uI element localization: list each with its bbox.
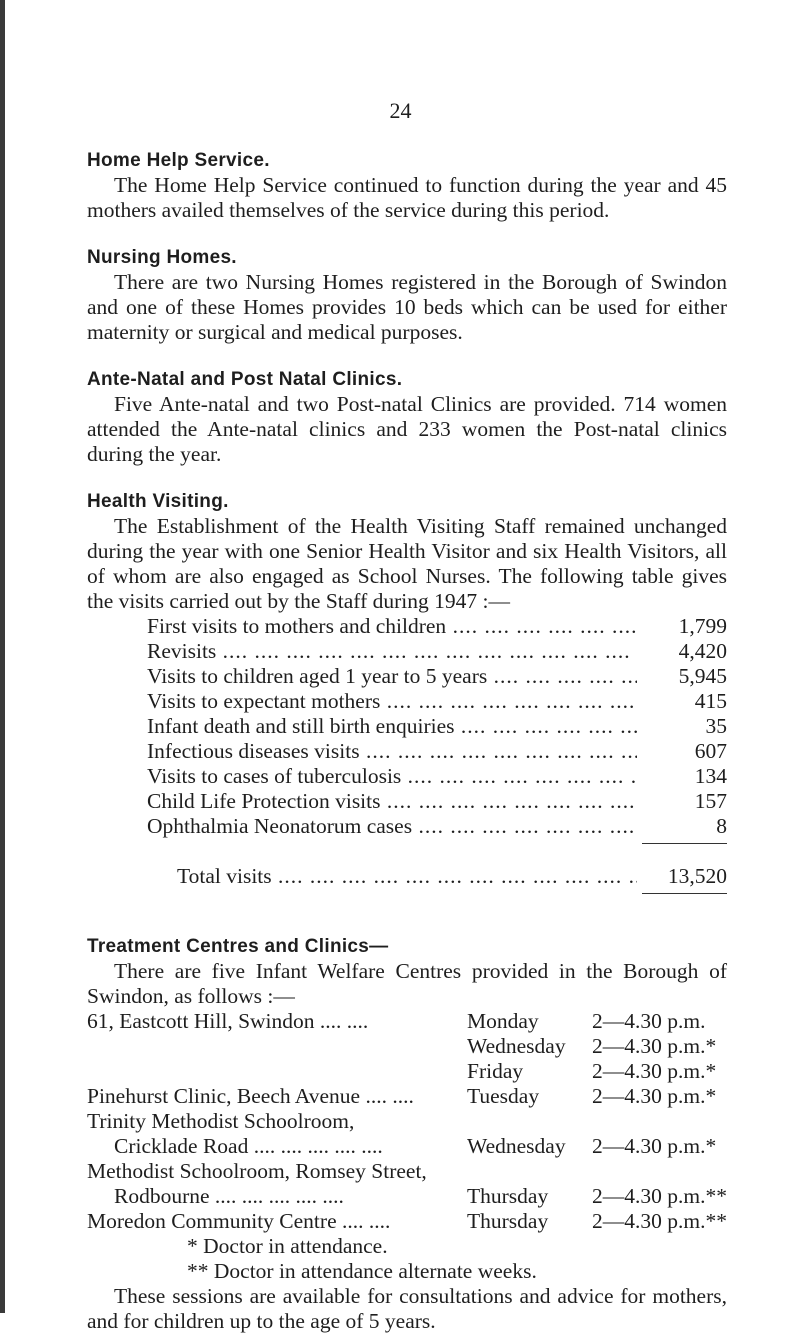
visits-label: Visits to expectant mothers .... <box>147 689 647 714</box>
schedule-time: 2—4.30 p.m. <box>592 1009 706 1033</box>
visits-value: 1,799 <box>637 614 727 639</box>
schedule-row <box>87 1109 727 1134</box>
page-number: 24 <box>389 98 412 123</box>
visits-row <box>87 789 727 814</box>
schedule-day: Monday <box>467 1009 539 1033</box>
schedule-time: 2—4.30 p.m.* <box>592 1134 717 1158</box>
visits-label: Infectious diseases visits .... <box>147 739 647 764</box>
schedule-day: Thursday <box>467 1209 549 1233</box>
visits-label: First visits to mothers and children .... <box>147 614 647 639</box>
schedule-row <box>87 1084 727 1109</box>
para-home-help: The Home Help Service continued to function during the year and 45 mothers availed themselves of the service during this period. <box>87 173 727 222</box>
schedule-time: 2—4.30 p.m.** <box>592 1184 727 1208</box>
visits-label: Revisits .... <box>147 639 647 664</box>
visits-row <box>87 664 727 689</box>
schedule-row <box>87 1159 727 1184</box>
schedule-place: Trinity Methodist Schoolroom, <box>87 1109 355 1133</box>
visits-value: 607 <box>637 739 727 764</box>
schedule-time: 2—4.30 p.m.* <box>592 1034 717 1058</box>
visits-row <box>87 764 727 789</box>
heading-home-help: Home Help Service. <box>87 150 270 171</box>
visits-value: 5,945 <box>637 664 727 689</box>
footnote-doctor: * Doctor in attendance. <box>187 1234 388 1258</box>
schedule-day: Wednesday <box>467 1134 566 1158</box>
visits-row <box>87 814 727 839</box>
schedule-place: Rodbourne .... .... .... .... .... <box>114 1184 344 1208</box>
schedule-row <box>87 1034 727 1059</box>
visits-total-label: Total visits .... <box>177 864 647 889</box>
schedule-day: Tuesday <box>467 1084 540 1108</box>
schedule-row <box>87 1134 727 1159</box>
schedule-row <box>87 1009 727 1034</box>
schedule-place: 61, Eastcott Hill, Swindon .... .... <box>87 1009 369 1033</box>
visits-label: Ophthalmia Neonatorum cases .... <box>147 814 647 839</box>
heading-clinics: Ante-Natal and Post Natal Clinics. <box>87 369 403 390</box>
visits-value: 35 <box>637 714 727 739</box>
schedule-place: Methodist Schoolroom, Romsey Street, <box>87 1159 427 1183</box>
visits-label: Child Life Protection visits .... <box>147 789 647 814</box>
heading-nursing-homes: Nursing Homes. <box>87 247 237 268</box>
para-nursing-homes: There are two Nursing Homes registered in the Borough of Swindon and one of these Homes provides 10 beds which can be used for either maternity or surgical and medical purposes. <box>87 270 727 344</box>
visits-row <box>87 614 727 639</box>
para-treatment: There are five Infant Welfare Centres provided in the Borough of Swindon, as follows :— <box>87 959 727 1008</box>
para-closing: These sessions are available for consultations and advice for mothers, and for children up to the age of 5 years. <box>87 1284 727 1333</box>
page-edge-line <box>0 0 5 1313</box>
visits-value: 4,420 <box>637 639 727 664</box>
footnote-alternate: ** Doctor in attendance alternate weeks. <box>187 1259 537 1283</box>
page-content <box>87 148 727 1334</box>
visits-total-row <box>87 864 727 889</box>
visits-value: 415 <box>637 689 727 714</box>
visits-row <box>87 714 727 739</box>
schedule-place: Cricklade Road .... .... .... .... .... <box>114 1134 383 1158</box>
schedule-place: Pinehurst Clinic, Beech Avenue .... .... <box>87 1084 414 1108</box>
schedule-day: Wednesday <box>467 1034 566 1058</box>
visits-label: Infant death and still birth enquiries .... <box>147 714 647 739</box>
para-health-visiting: The Establishment of the Health Visiting Staff remained unchanged during the year with one Senior Health Visitor and six Health Visitors, all of whom are also engaged as School Nurses. The following table gives the visits carried out by the Staff during 1947 :— <box>87 514 727 613</box>
clinic-schedule <box>87 1009 727 1234</box>
total-rule-bottom <box>87 889 727 898</box>
schedule-time: 2—4.30 p.m.* <box>592 1084 717 1108</box>
visits-total-value: 13,520 <box>637 864 727 889</box>
schedule-time: 2—4.30 p.m.** <box>592 1209 727 1233</box>
visits-row <box>87 639 727 664</box>
schedule-day: Thursday <box>467 1184 549 1208</box>
schedule-row <box>87 1209 727 1234</box>
total-rule-top <box>87 839 727 848</box>
visits-value: 157 <box>637 789 727 814</box>
visits-label: Visits to children aged 1 year to 5 years .... <box>147 664 647 689</box>
heading-treatment: Treatment Centres and Clinics— <box>87 936 389 957</box>
schedule-time: 2—4.30 p.m.* <box>592 1059 717 1083</box>
visits-value: 8 <box>637 814 727 839</box>
heading-health-visiting: Health Visiting. <box>87 491 229 512</box>
visits-row <box>87 739 727 764</box>
visits-value: 134 <box>637 764 727 789</box>
schedule-row <box>87 1184 727 1209</box>
schedule-day: Friday <box>467 1059 524 1083</box>
schedule-row <box>87 1059 727 1084</box>
visits-table <box>87 614 727 898</box>
visits-row <box>87 689 727 714</box>
para-clinics: Five Ante-natal and two Post-natal Clinics are provided. 714 women attended the Ante-natal clinics and 233 women the Post-natal clinics during the year. <box>87 392 727 466</box>
visits-label: Visits to cases of tuberculosis .... <box>147 764 647 789</box>
schedule-place: Moredon Community Centre .... .... <box>87 1209 391 1233</box>
